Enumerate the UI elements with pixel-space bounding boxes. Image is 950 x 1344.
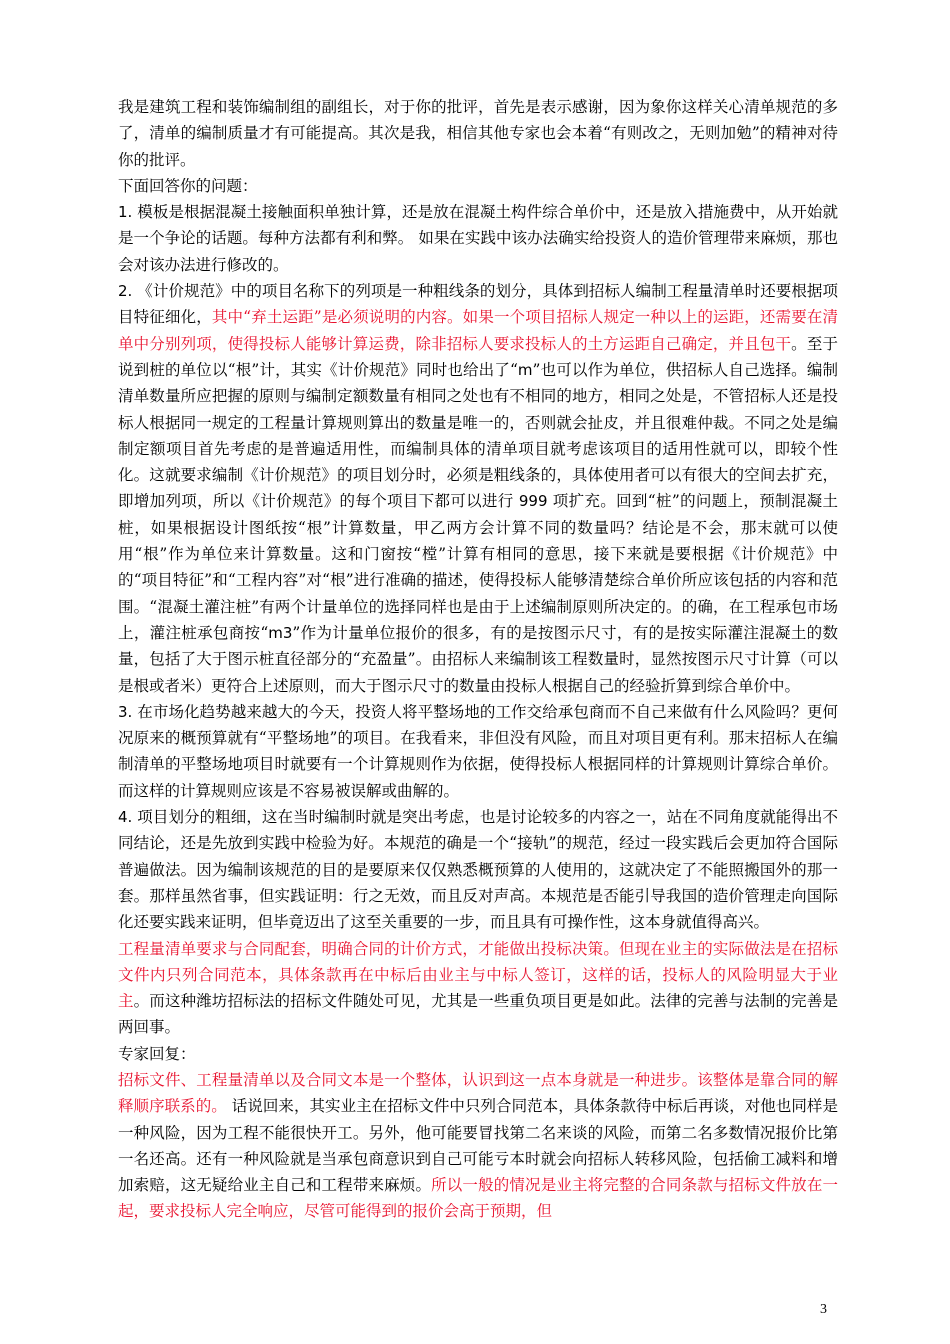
answer-header: 下面回答你的问题： — [118, 176, 258, 195]
item-4-text: 项目划分的粗细，这在当时编制时就是突出考虑，也是讨论较多的内容之一，站在不同角度就能得出不同结论，还是先放到实践中检验为好。本规范的确是一个“接轨”的规范，经过一段实践后会更加符合国际普遍做法。因为编制该规范的目的是要原来仅仅熟悉概预算的人使用的，这就决定了不能照搬国外的那一套。那样虽然省事，但实践证明：行之无效，而且反对声高。本规范是否能引导我国的造价管理走向国际化还要实践来证明，但毕竟迈出了这至关重要的一步，而且具有可操作性，这本身就值得高兴。 — [118, 808, 838, 932]
item-2-number: 2. — [118, 282, 133, 301]
item-2-text-a: 《计价规范》中的项目名称下的列项是一种粗线条的划分，具体到招标人编制工程量清单时还要根据项目特征细化， — [118, 282, 838, 327]
item-2-text-b2: ”也可以作为单位，供招标人自己选择。编制清单数量所应把握的原则与编制定额数量有相同之处也有不相同的地方，相同之处是，不管招标人还是投标人根据同一规定的工程量计算规则算出的数量是唯一的，否则就会扯皮，并且很难仲裁。不同之处是编制定额项目首先考虑的是普遍适用性，而编制具体的清单项目就考虑该项目的适用性就可以，即较个性化。这就要求编制《计价规范》的项目划分时，必须是粗线条的，具体使用者可以有很大的空间去扩充，即增加列项，所以《计价规范》的每个项目下都可以进行 — [118, 360, 838, 511]
expert-highlight-b: 所以一般的情况是业主将完整的合同条款与招标文件放在一起，要求投标人完全响应，尽管可能得到的报价会高于预期，但 — [118, 1176, 838, 1221]
item-2-unit-m: m — [517, 360, 533, 379]
item-2-text-b4: ”作为计量单位报价的很多，有的是按图示尺寸，有的是按实际灌注混凝土的数量，包括了大于图示桩直径部分的“充盈量”。由招标人来编制该工程数量时，显然按图示尺寸计算（可以是根或者米）更符合上述原则，而大于图示尺寸的数量由投标人根据自己的经验折算到综合单价中。 — [118, 623, 838, 695]
item-1-number: 1. — [118, 203, 133, 222]
item-2-number-999: 999 — [518, 492, 548, 511]
body-text — [118, 94, 838, 1225]
intro-paragraph: 我是建筑工程和装饰编制组的副组长，对于你的批评，首先是表示感谢，因为象你这样关心清单规范的多了，清单的编制质量才有可能提高。其次是我，相信其他专家也会本着“有则改之，无则加勉”的精神对待你的批评。 — [118, 98, 838, 169]
item-3-paragraph — [118, 699, 838, 804]
item-2-text-b3: 项扩充。回到“桩”的问题上，预制混凝土桩，如果根据设计图纸按“根”计算数量，甲乙两方会计算不同的数量吗？结论是不会，那末就可以使用“根”作为单位来计算数量。这和门窗按“樘”计算有相同的意思，接下来就是要根据《计价规范》中的“项目特征”和“工程内容”对“根”进行准确的描述，使得投标人能够清楚综合单价所应该包括的内容和范围。“混凝土灌注桩”有两个计量单位的选择同样也是由于上述编制原则所决定的。的确，在工程承包市场上，灌注桩承包商按“ — [118, 492, 838, 642]
contract-text: 。而这种潍坊招标法的招标文件随处可见，尤其是一些重负项目更是如此。法律的完善与法制的完善是两回事。 — [118, 992, 838, 1037]
item-1-paragraph — [118, 199, 838, 278]
item-3-text: 在市场化趋势越来越大的今天，投资人将平整场地的工作交给承包商而不自己来做有什么风险吗？更何况原来的概预算就有“平整场地”的项目。在我看来，非但没有风险，而且对项目更有利。那末招标人在编制清单的平整场地项目时就要有一个计算规则作为依据，使得投标人根据同样的计算规则计算综合单价。而这样的计算规则应该是不容易被误解或曲解的。 — [118, 702, 838, 800]
expert-highlight-a: 招标文件、工程量清单以及合同文本是一个整体，认识到这一点本身就是一种进步。该整体是靠合同的解释顺序联系的。 — [118, 1070, 838, 1116]
expert-header: 专家回复： — [118, 1044, 196, 1063]
item-2-text-b1: 。至于说到桩的单位以“根”计，其实《计价规范》同时也给出了“ — [118, 334, 838, 379]
expert-text: 话说回来，其实业主在招标文件中只列合同范本，具体条款待中标后再谈，对他也同样是一种风险，因为工程不能很快开工。另外，他可能要冒找第二名来谈的风险，而第二名多数情况报价比第一名还高。还有一种风险就是当承包商意识到自己可能亏本时就会向招标人转移风险，包括偷工减料和增加索赔，这无疑给业主自己和工程带来麻烦。 — [118, 1097, 838, 1195]
expert-paragraph — [118, 1067, 838, 1225]
item-3-number: 3. — [118, 702, 133, 721]
item-2-unit-m3: m3 — [268, 623, 293, 642]
item-1-text: 模板是根据混凝土接触面积单独计算，还是放在混凝土构件综合单价中，还是放入措施费中，从开始就是一个争论的话题。每种方法都有利和弊。 如果在实践中该办法确实给投资人的造价管理带来麻烦，那也会对该办法进行修改的。 — [118, 203, 838, 274]
item-2-paragraph — [118, 278, 838, 699]
page-number: 3 — [820, 1302, 827, 1317]
item-4-paragraph — [118, 804, 838, 935]
item-2-highlight: 其中“弃土运距”是必须说明的内容。如果一个项目招标人规定一种以上的运距，还需要在清单中分别列项，使得投标人能够计算运费，除非招标人要求投标人的土方运距自己确定，并且包干 — [118, 308, 838, 353]
item-4-number: 4. — [118, 808, 133, 827]
contract-highlight: 工程量清单要求与合同配套，明确合同的计价方式，才能做出投标决策。但现在业主的实际做法是在招标文件内只列合同范本，具体条款再在中标后由业主与中标人签订，这样的话，投标人的风险明显大于业主 — [118, 939, 838, 1011]
contract-paragraph — [118, 936, 838, 1041]
